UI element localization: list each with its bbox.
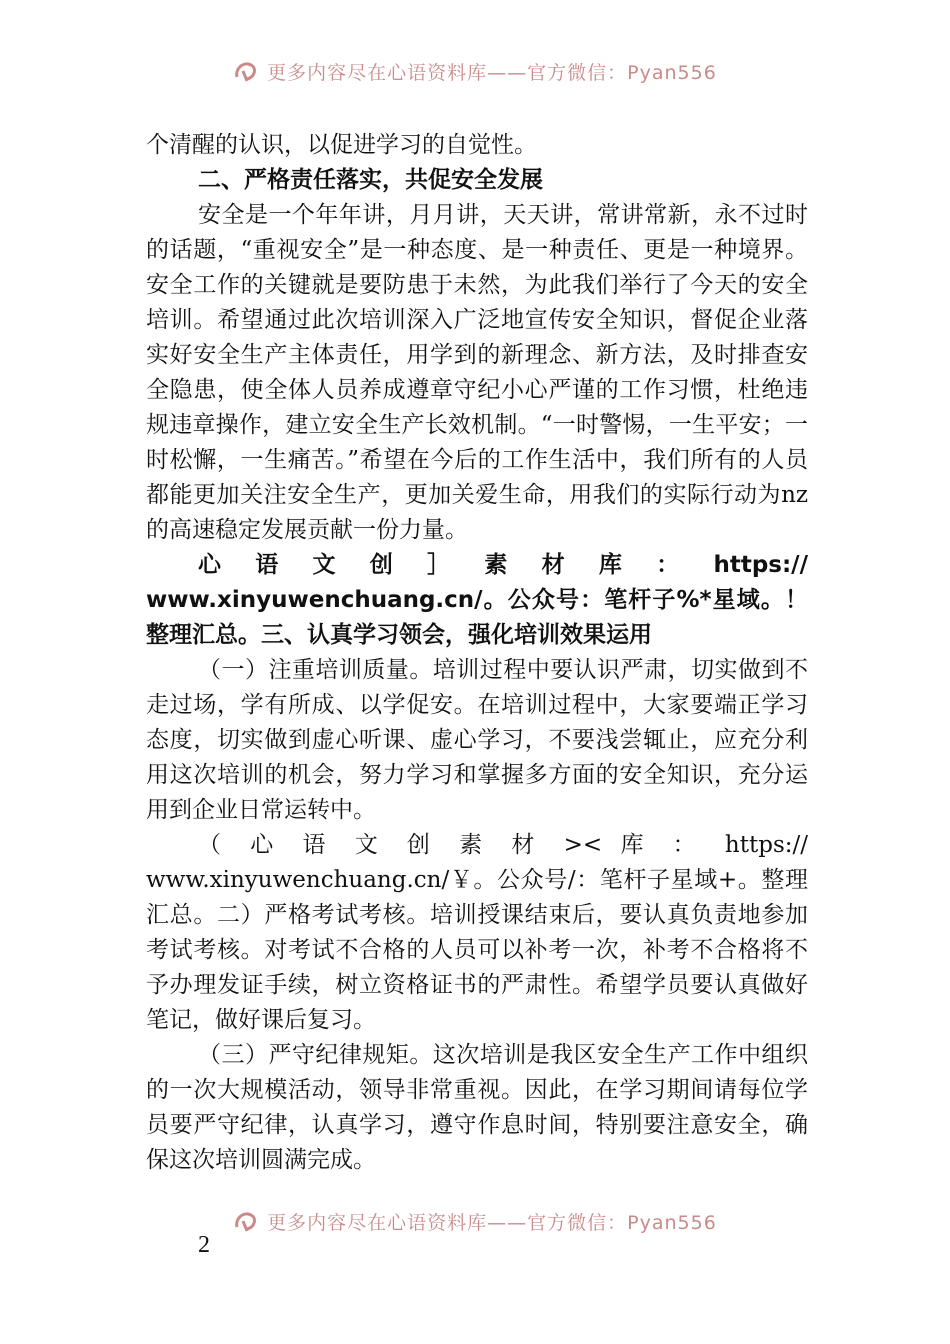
page-number: 2 xyxy=(198,1232,210,1258)
inserted-watermark-line-2: （ 心 语 文 创 素 材 >< 库 ： https:// xyxy=(198,832,808,858)
paragraph-item-2: www.xinyuwenchuang.cn/￥。公众号/：笔杆子星域+。整理汇总。二）严格考试考核。培训授课结束后，要认真负责地参加考试考核。对考试不合格的人员可以补考一次，补考不合格将不予办理发证手续，树立资格证书的严肃性。希望学员要认真做好笔记，做好课后复习。 xyxy=(146,867,808,1033)
watermark-footer xyxy=(0,1206,950,1236)
paragraph-1: 个清醒的认识，以促进学习的自觉性。 xyxy=(146,132,537,158)
inserted-watermark-line-1: 心 语 文 创 ］ 素 材 库 ： https:// xyxy=(198,552,808,578)
watermark-logo-icon xyxy=(233,1209,261,1233)
watermark-text: 更多内容尽在心语资料库——官方微信：Pyan556 xyxy=(267,1211,717,1234)
watermark-header xyxy=(0,56,950,86)
paragraph-safety: 安全是一个年年讲，月月讲，天天讲，常讲常新，永不过时的话题，“重视安全”是一种态度、是一种责任、更是一种境界。安全工作的关键就是要防患于未然，为此我们举行了今天的安全培训。希望通过此次培训深入广泛地宣传安全知识，督促企业落实好安全生产主体责任，用学到的新理念、新方法，及时排查安全隐患，使全体人员养成遵章守纪小心严谨的工作习惯，杜绝违规违章操作，建立安全生产长效机制。“一时警惕，一生平安；一时松懈，一生痛苦。”希望在今后的工作生活中，我们所有的人员都能更加关注安全生产，更加关爱生命，用我们的实际行动为nz的高速稳定发展贡献一份力量。 xyxy=(146,202,808,543)
watermark-text: 更多内容尽在心语资料库——官方微信：Pyan556 xyxy=(267,61,717,84)
paragraph-item-1: （一）注重培训质量。培训过程中要认识严肃，切实做到不走过场，学有所成、以学促安。在培训过程中，大家要端正学习态度，切实做到虚心听课、虚心学习，不要浅尝辄止，应充分利用这次培训的机会，努力学习和掌握多方面的安全知识，充分运用到企业日常运转中。 xyxy=(146,657,808,823)
section-heading-3: www.xinyuwenchuang.cn/。公众号：笔杆子%*星域。！整理汇总。三、认真学习领会，强化培训效果运用 xyxy=(146,587,808,648)
watermark-logo-icon xyxy=(233,59,261,83)
paragraph-item-3: （三）严守纪律规矩。这次培训是我区安全生产工作中组织的一次大规模活动，领导非常重视。因此，在学习期间请每位学员要严守纪律，认真学习，遵守作息时间，特别要注意安全，确保这次培训圆满完成。 xyxy=(146,1042,808,1173)
document-body xyxy=(146,128,808,1178)
section-heading-2: 二、严格责任落实，共促安全发展 xyxy=(198,167,543,193)
